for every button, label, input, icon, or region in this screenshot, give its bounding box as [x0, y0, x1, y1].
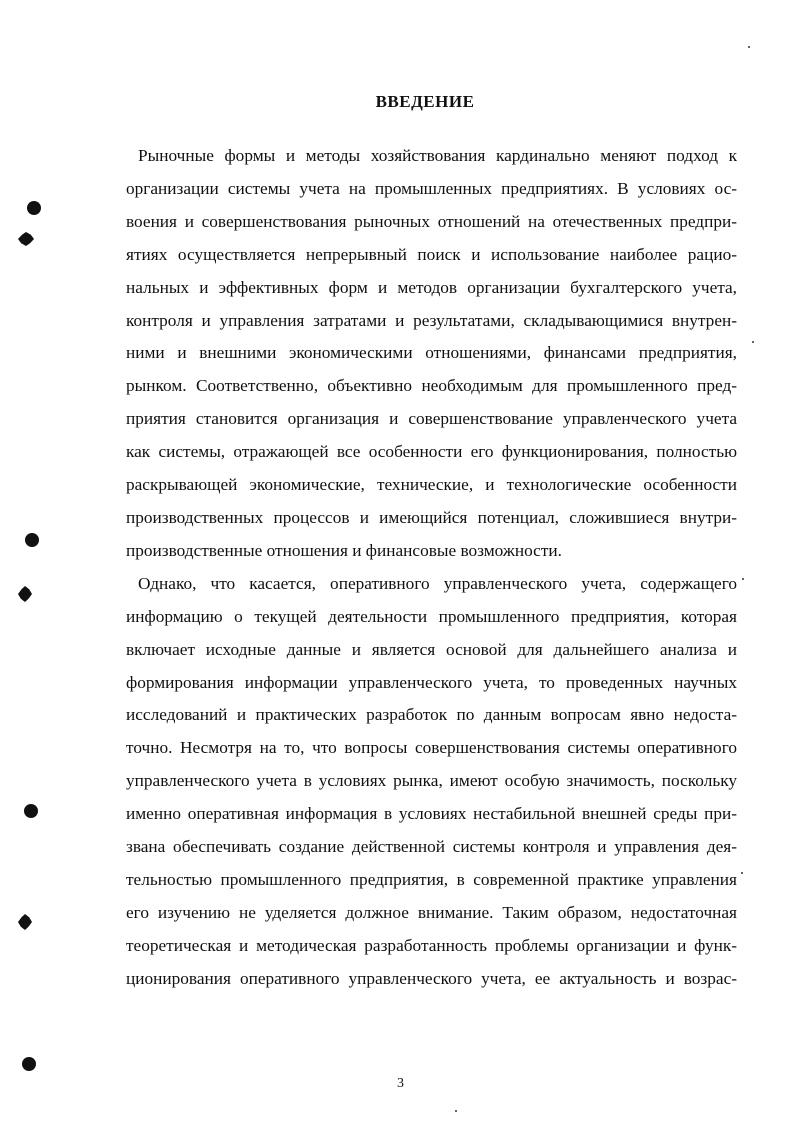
text-line: контроля и управления затратами и результатами, складывающимися внутрен- [126, 310, 737, 330]
scan-blot-mark [18, 914, 32, 930]
text-line: исследований и практических разработок по данным вопросам явно недоста- [126, 705, 737, 725]
text-line: организации системы учета на промышленных предприятиях. В условиях ос- [126, 178, 737, 198]
text-line: как системы, отражающей все особенности его функционирования, полностью [126, 442, 737, 462]
text-line: ционирования оперативного управленческого учета, ее актуальность и возрас- [126, 968, 737, 988]
text-line: нальных и эффективных форм и методов организации бухгалтерского учета, [126, 277, 737, 297]
text-line: Однако, что касается, оперативного управленческого учета, содержащего [138, 573, 737, 593]
text-line: звана обеспечивать создание действенной системы контроля и управления дея- [126, 837, 737, 857]
scan-speck-mark [752, 341, 754, 343]
text-line: формирования информации управленческого учета, то проведенных научных [126, 672, 737, 692]
text-line: именно оперативная информация в условиях нестабильной внешней среды при- [126, 804, 737, 824]
binder-hole-mark [22, 1057, 36, 1071]
text-line: воения и совершенствования рыночных отношений на отечественных предпри- [126, 211, 737, 231]
text-line: рынком. Соответственно, объективно необходимым для промышленного пред- [126, 376, 737, 396]
text-line: включает исходные данные и является основой для дальнейшего анализа и [126, 639, 737, 659]
binder-hole-mark [25, 533, 39, 547]
scan-speck-mark [455, 1110, 457, 1112]
text-line: информацию о текущей деятельности промышленного предприятия, которая [126, 606, 737, 626]
text-line: тельностью промышленного предприятия, в современной практике управления [126, 869, 737, 889]
text-line: точно. Несмотря на то, что вопросы совершенствования системы оперативного [126, 738, 737, 758]
binder-hole-mark [27, 201, 41, 215]
text-line: ятиях осуществляется непрерывный поиск и использование наиболее рацио- [126, 244, 737, 264]
text-line: управленческого учета в условиях рынка, имеют особую значимость, поскольку [126, 771, 737, 791]
scan-speck-mark [742, 578, 744, 580]
text-line: ними и внешними экономическими отношениями, финансами предприятия, [126, 343, 737, 363]
scan-blot-mark [18, 232, 34, 246]
page-number: 3 [397, 1076, 404, 1091]
text-line: производственных процессов и имеющийся потенциал, сложившиеся внутри- [126, 507, 737, 527]
scan-speck-mark [748, 46, 750, 48]
text-line: его изучению не уделяется должное внимание. Таким образом, недостаточная [126, 902, 737, 922]
page-title: ВВЕДЕНИЕ [375, 92, 475, 111]
scan-blot-mark [18, 586, 32, 602]
text-line: производственные отношения и финансовые возможности. [126, 540, 562, 560]
binder-hole-mark [24, 804, 38, 818]
scan-speck-mark [741, 872, 743, 874]
text-line: раскрывающей экономические, технические, и технологические особенности [126, 475, 737, 495]
text-line: Рыночные формы и методы хозяйствования кардинально меняют подход к [138, 146, 737, 165]
body-text [117, 140, 737, 996]
text-line: приятия становится организация и совершенствование управленческого учета [126, 409, 737, 429]
paragraph-1 [117, 140, 737, 568]
paragraph-2 [117, 568, 737, 996]
text-line: теоретическая и методическая разработанность проблемы организации и функ- [126, 935, 737, 955]
